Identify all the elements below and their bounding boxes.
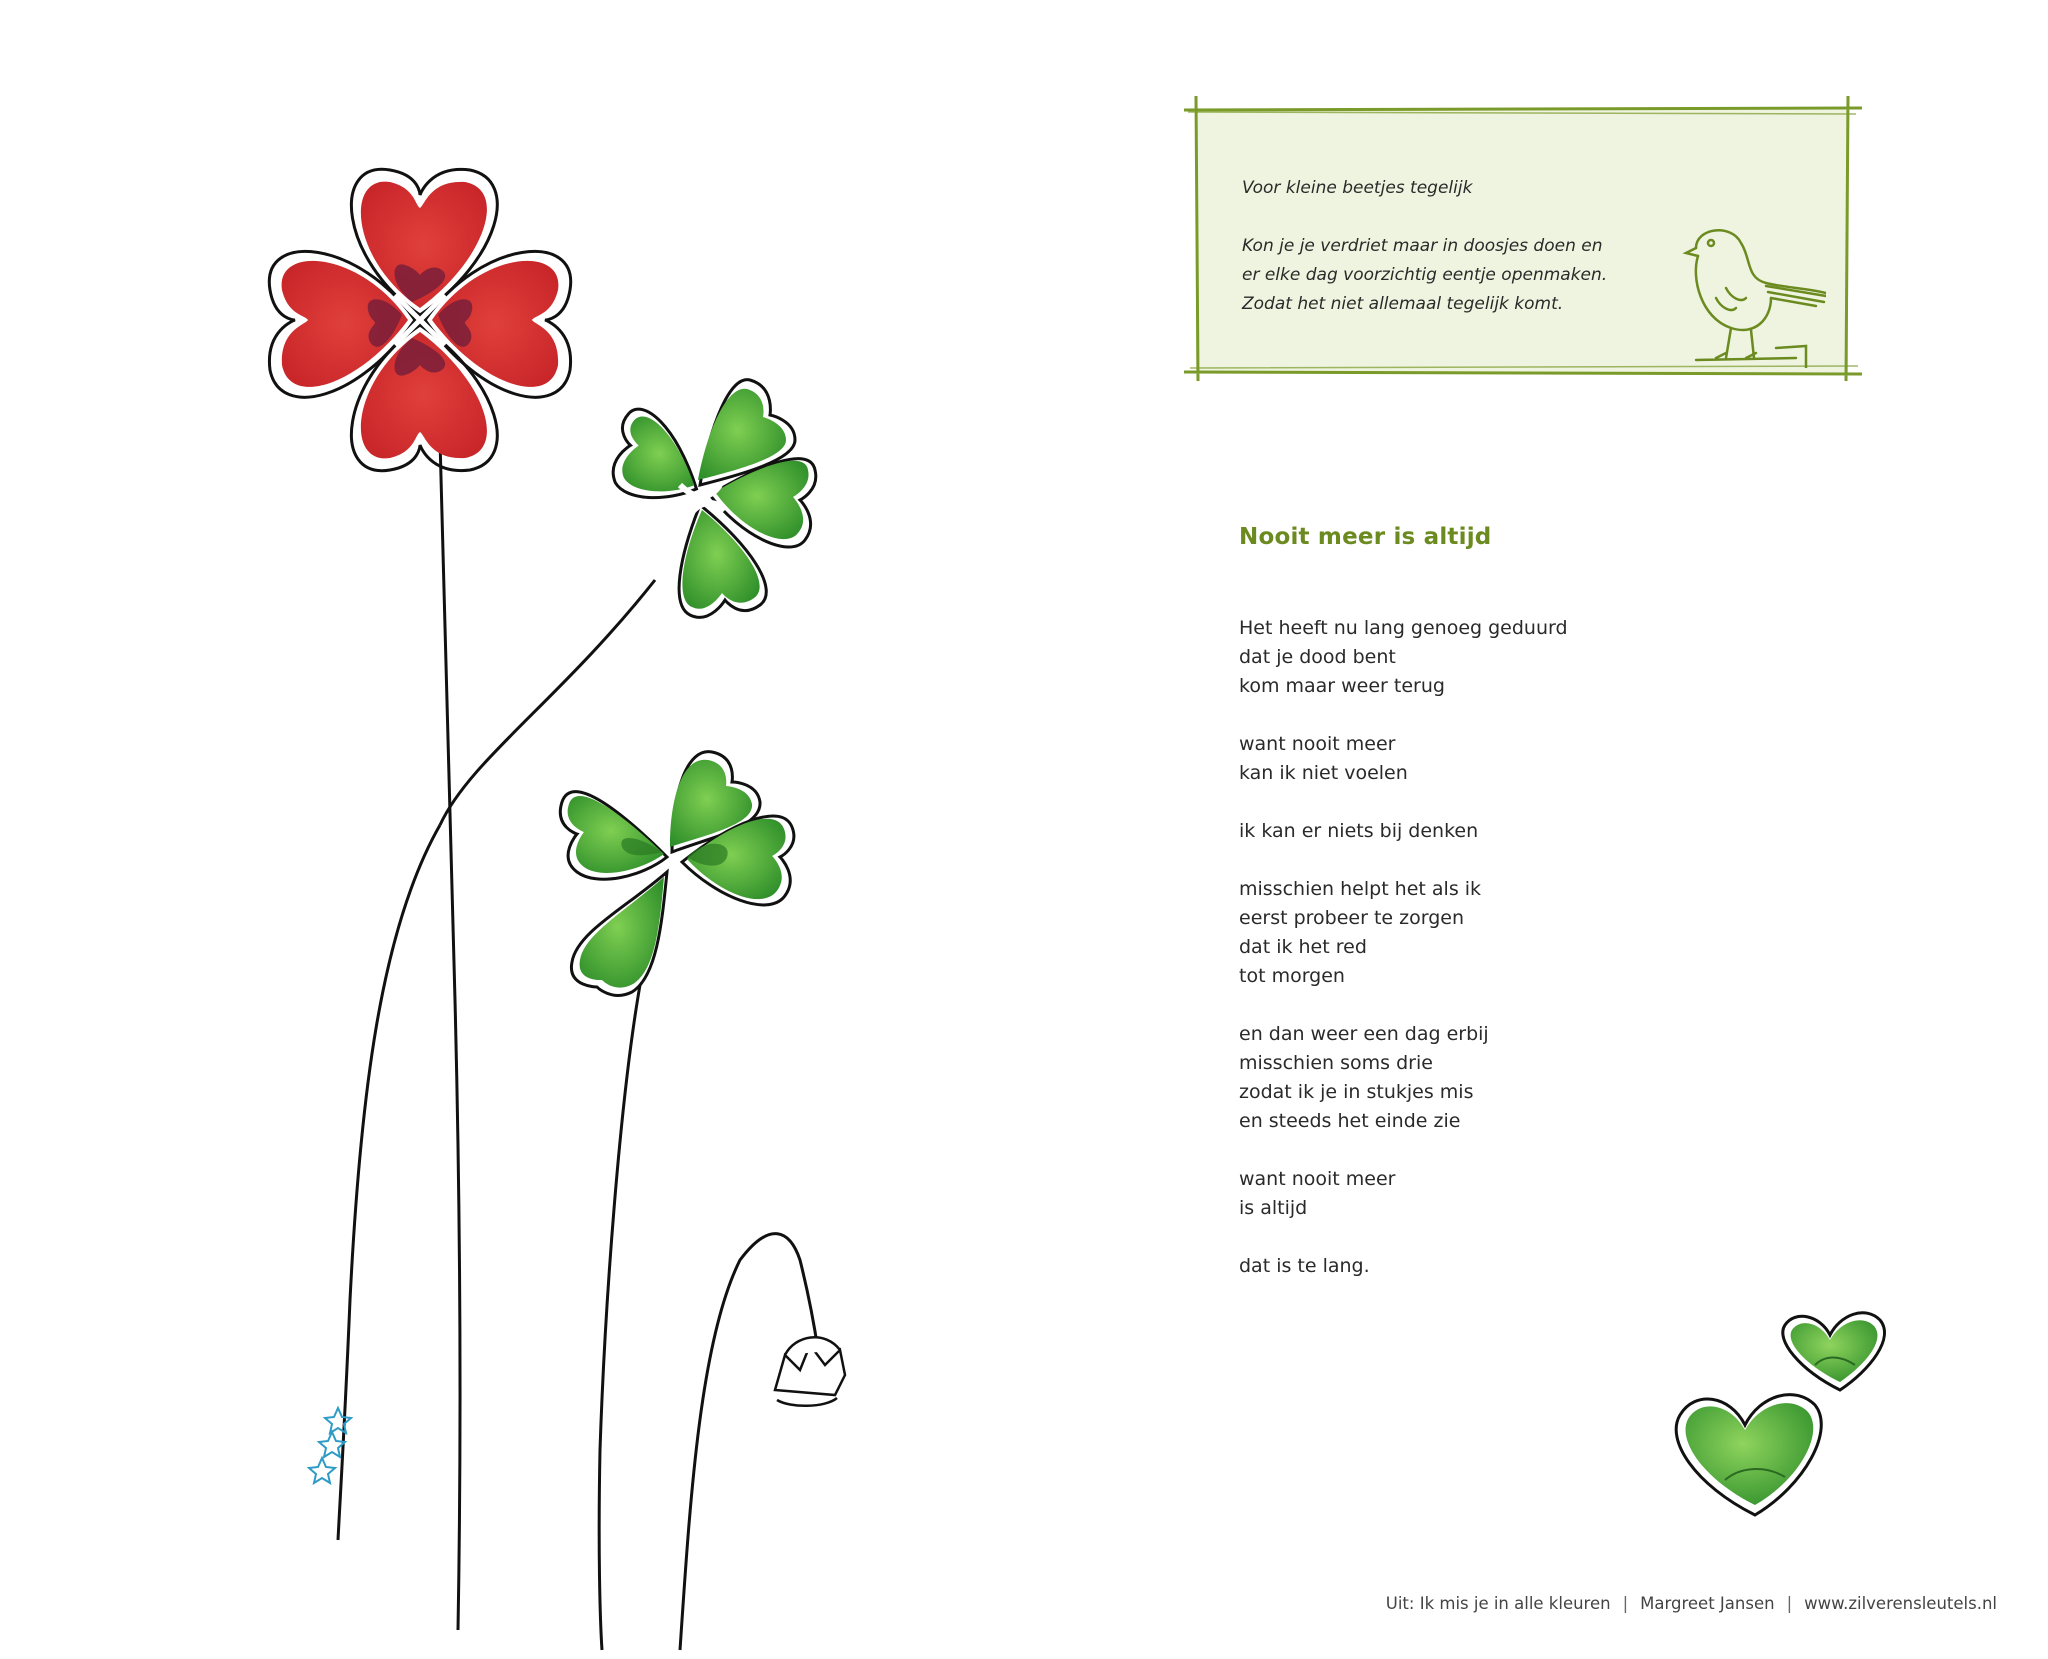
stanza bbox=[1239, 817, 1568, 846]
footer-credit bbox=[1386, 1594, 1997, 1613]
poem-line: kan ik niet voelen bbox=[1239, 762, 1408, 784]
red-clover-stem bbox=[440, 440, 460, 1630]
green-clover-1-stem bbox=[440, 580, 655, 825]
quote-line: Kon je je verdriet maar in doosjes doen en bbox=[1242, 236, 1603, 256]
poem-line: is altijd bbox=[1239, 1197, 1308, 1219]
red-clover-icon bbox=[269, 169, 570, 470]
poem-line: dat ik het red bbox=[1239, 936, 1367, 958]
poem-body bbox=[1239, 614, 1568, 1310]
quote-text bbox=[1242, 174, 1712, 319]
green-clover-2-stem bbox=[599, 985, 640, 1650]
poem-line: want nooit meer bbox=[1239, 733, 1396, 755]
bird-icon bbox=[1676, 218, 1826, 368]
poem-line: dat is te lang. bbox=[1239, 1255, 1370, 1277]
drooping-flower-stem bbox=[680, 1234, 818, 1650]
quote-line: er elke dag voorzichtig eentje openmaken. bbox=[1242, 265, 1608, 285]
heart-small bbox=[1783, 1313, 1885, 1390]
footer-website-link[interactable]: www.zilverensleutels.nl bbox=[1804, 1594, 1997, 1613]
stanza bbox=[1239, 1252, 1568, 1281]
drooping-flower-icon bbox=[775, 1337, 845, 1406]
footer-author: Margreet Jansen bbox=[1640, 1594, 1775, 1613]
poem-line: eerst probeer te zorgen bbox=[1239, 907, 1464, 929]
poem-line: ik kan er niets bij denken bbox=[1239, 820, 1479, 842]
quote-line: Zodat het niet allemaal tegelijk komt. bbox=[1242, 294, 1564, 314]
poem-title: Nooit meer is altijd bbox=[1239, 524, 1492, 550]
footer-separator: | bbox=[1786, 1594, 1793, 1613]
poem-line: tot morgen bbox=[1239, 965, 1345, 987]
poem-line: misschien soms drie bbox=[1239, 1052, 1433, 1074]
footer-separator: | bbox=[1622, 1594, 1629, 1613]
poem-line: en steeds het einde zie bbox=[1239, 1110, 1461, 1132]
stanza bbox=[1239, 1020, 1568, 1136]
poem-line: kom maar weer terug bbox=[1239, 675, 1445, 697]
poem-line: want nooit meer bbox=[1239, 1168, 1396, 1190]
poem-line: misschien helpt het als ik bbox=[1239, 878, 1482, 900]
green-clover-icon bbox=[560, 752, 794, 996]
poem-line: Het heeft nu lang genoeg geduurd bbox=[1239, 617, 1568, 639]
clover-illustration bbox=[0, 0, 1000, 1659]
poem-line: dat je dood bent bbox=[1239, 646, 1396, 668]
stanza bbox=[1239, 875, 1568, 991]
poem-line: zodat ik je in stukjes mis bbox=[1239, 1081, 1474, 1103]
stanza bbox=[1239, 1165, 1568, 1223]
stanza bbox=[1239, 614, 1568, 701]
quote-box bbox=[1184, 96, 1862, 381]
heart-large bbox=[1676, 1395, 1821, 1515]
stem-long-left bbox=[338, 825, 440, 1540]
quote-title: Voor kleine beetjes tegelijk bbox=[1242, 178, 1473, 198]
stanza bbox=[1239, 730, 1568, 788]
poem-line: en dan weer een dag erbij bbox=[1239, 1023, 1489, 1045]
green-hearts-icon bbox=[1660, 1300, 1910, 1530]
green-clover-icon bbox=[606, 380, 816, 618]
footer-source: Uit: Ik mis je in alle kleuren bbox=[1385, 1594, 1611, 1613]
